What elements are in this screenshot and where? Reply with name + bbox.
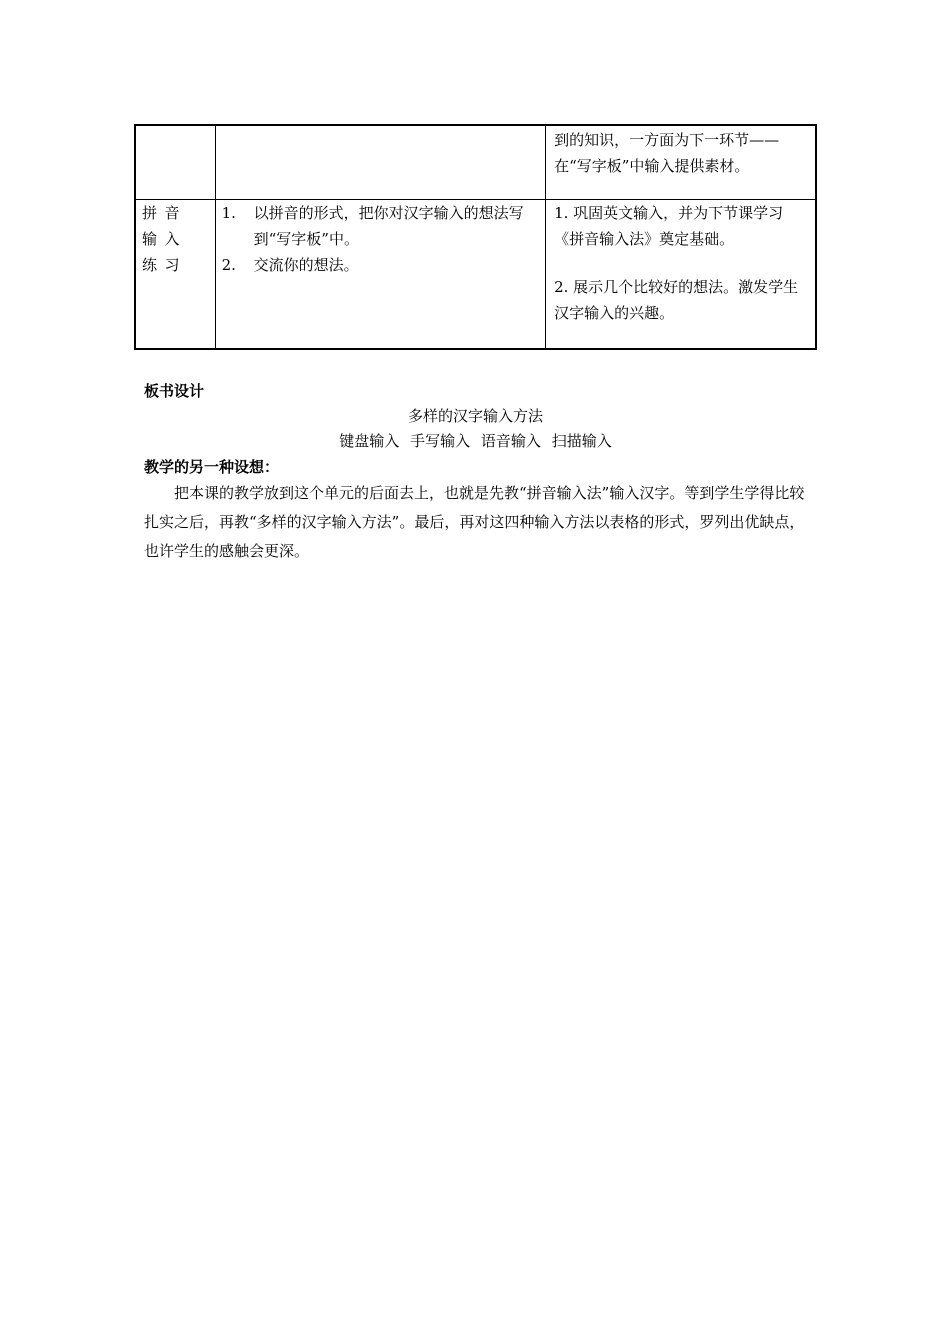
purpose-text: 2. 展示几个比较好的想法。激发学生汉字输入的兴趣。 — [554, 278, 799, 322]
purpose-text: 1. 巩固英文输入，并为下节课学习《拼音输入法》奠定基础。 — [554, 204, 784, 248]
purpose-cell — [546, 125, 816, 200]
method-item: 语音输入 — [480, 432, 541, 450]
step-number: 2. — [221, 256, 236, 274]
step-list — [222, 200, 539, 278]
activity-cell — [215, 125, 545, 200]
activity-cell — [215, 200, 545, 350]
stage-cell — [135, 125, 215, 200]
board-design-heading: 板书设计 — [144, 382, 205, 400]
lesson-table — [134, 124, 817, 350]
alternative-paragraph: 把本课的教学放到这个单元的后面去上，也就是先教“拼音输入法”输入汉字。等到学生学得比较扎实之后，再教“多样的汉字输入方法”。最后，再对这四种输入方法以表格的形式，罗列出优缺点，也许学生的感触会更深。 — [144, 484, 805, 560]
step-text: 以拼音的形式，把你对汉字输入的想法写到“写字板”中。 — [253, 204, 524, 248]
step-number: 1. — [221, 204, 236, 222]
stage-label: 拼音输入练习 — [142, 204, 188, 274]
step-text: 交流你的想法。 — [253, 256, 359, 274]
stage-cell — [135, 200, 215, 350]
list-item — [222, 200, 539, 252]
method-item: 键盘输入 — [339, 432, 400, 450]
board-title: 多样的汉字输入方法 — [407, 407, 543, 425]
table-row — [135, 125, 816, 200]
input-methods-line — [134, 430, 817, 451]
list-item — [222, 252, 539, 278]
purpose-cell — [546, 200, 816, 350]
alternative-heading: 教学的另一种设想： — [144, 458, 280, 476]
purpose-line: 在“写字板”中输入提供素材。 — [554, 157, 750, 175]
purpose-line: 到的知识，一方面为下一环节—— — [554, 131, 780, 149]
method-item: 手写输入 — [410, 432, 471, 450]
method-item: 扫描输入 — [551, 432, 612, 450]
table-row — [135, 200, 816, 350]
